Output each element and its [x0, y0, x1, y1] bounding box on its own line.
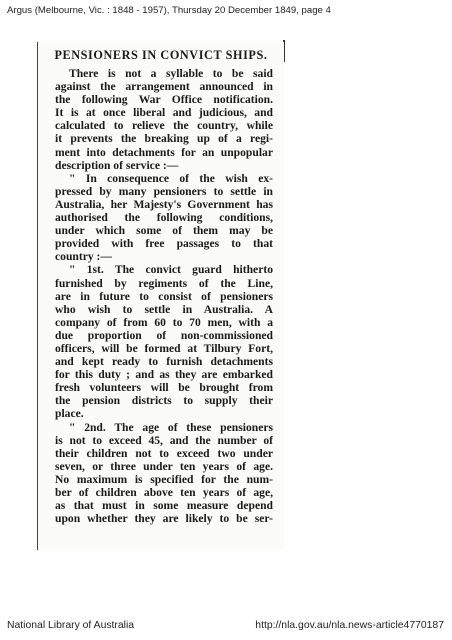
- article-line: description of service :—: [55, 158, 179, 172]
- article-line: country :—: [55, 250, 112, 264]
- article-line: for this duty ; and as they are embarked: [55, 368, 273, 382]
- article-line: authorised the following conditions,: [55, 211, 273, 225]
- article-line: calculated to relieve the country, while: [55, 119, 273, 133]
- footer-source: National Library of Australia: [7, 620, 135, 631]
- article-line: " 1st. The convict guard hitherto: [69, 263, 273, 277]
- article-line: it prevents the breaking up of a regi-: [55, 132, 273, 146]
- article-line: " In consequence of the wish ex-: [69, 171, 273, 185]
- newspaper-clipping: [37, 42, 284, 550]
- article-line: There is not a syllable to be said: [69, 67, 273, 80]
- article-line: furnished by regiments of the Line,: [55, 276, 273, 290]
- article-line: officers, will be formed at Tilbury Fort,: [55, 341, 273, 355]
- article-line: is not to exceed 45, and the number of: [55, 433, 273, 447]
- article-line: the following War Office notification.: [55, 93, 273, 107]
- article-line: company of from 60 to 70 men, with a: [55, 315, 273, 329]
- footer-url[interactable]: http://nla.gov.au/nla.news-article4770187: [255, 620, 444, 631]
- article-line: against the arrangement announced in: [55, 80, 273, 94]
- article-line: place.: [55, 407, 84, 421]
- article-line: Australia, her Majesty's Government has: [55, 197, 273, 211]
- article-line: pressed by many pensioners to settle in: [55, 184, 273, 198]
- article-line: provided with free passages to that: [55, 237, 273, 251]
- article-line: are in future to consist of pensioners: [55, 289, 273, 303]
- article-line: who wish to settle in Australia. A: [55, 302, 273, 316]
- article-line: seven, or three under ten years of age.: [55, 459, 273, 473]
- article-line: under which some of them may be: [55, 224, 273, 238]
- article-headline: PENSIONERS IN CONVICT SHIPS.: [54, 48, 268, 62]
- article-line: " 2nd. The age of these pensioners: [69, 420, 273, 434]
- article-line: ment into detachments for an unpopular: [55, 145, 273, 159]
- article-line: and kept ready to furnish detachments: [55, 355, 273, 369]
- article-line: It is at once liberal and judicious, and: [55, 106, 273, 120]
- article-body: [38, 67, 284, 525]
- article-line: the pension districts to supply their: [55, 394, 273, 408]
- article-line: their children not to exceed two under: [55, 446, 273, 460]
- article-line: fresh volunteers will be brought from: [55, 381, 273, 395]
- article-line: No maximum is specified for the num-: [55, 472, 273, 486]
- article-line: as that must in some measure depend: [55, 499, 273, 513]
- article-line: ber of children above ten years of age,: [55, 486, 273, 499]
- page-citation: Argus (Melbourne, Vic. : 1848 - 1957), Thursday 20 December 1849, page 4: [7, 5, 331, 16]
- article-line: due proportion of non-commissioned: [55, 328, 273, 342]
- article-line: upon whether they are likely to be ser-: [55, 512, 273, 526]
